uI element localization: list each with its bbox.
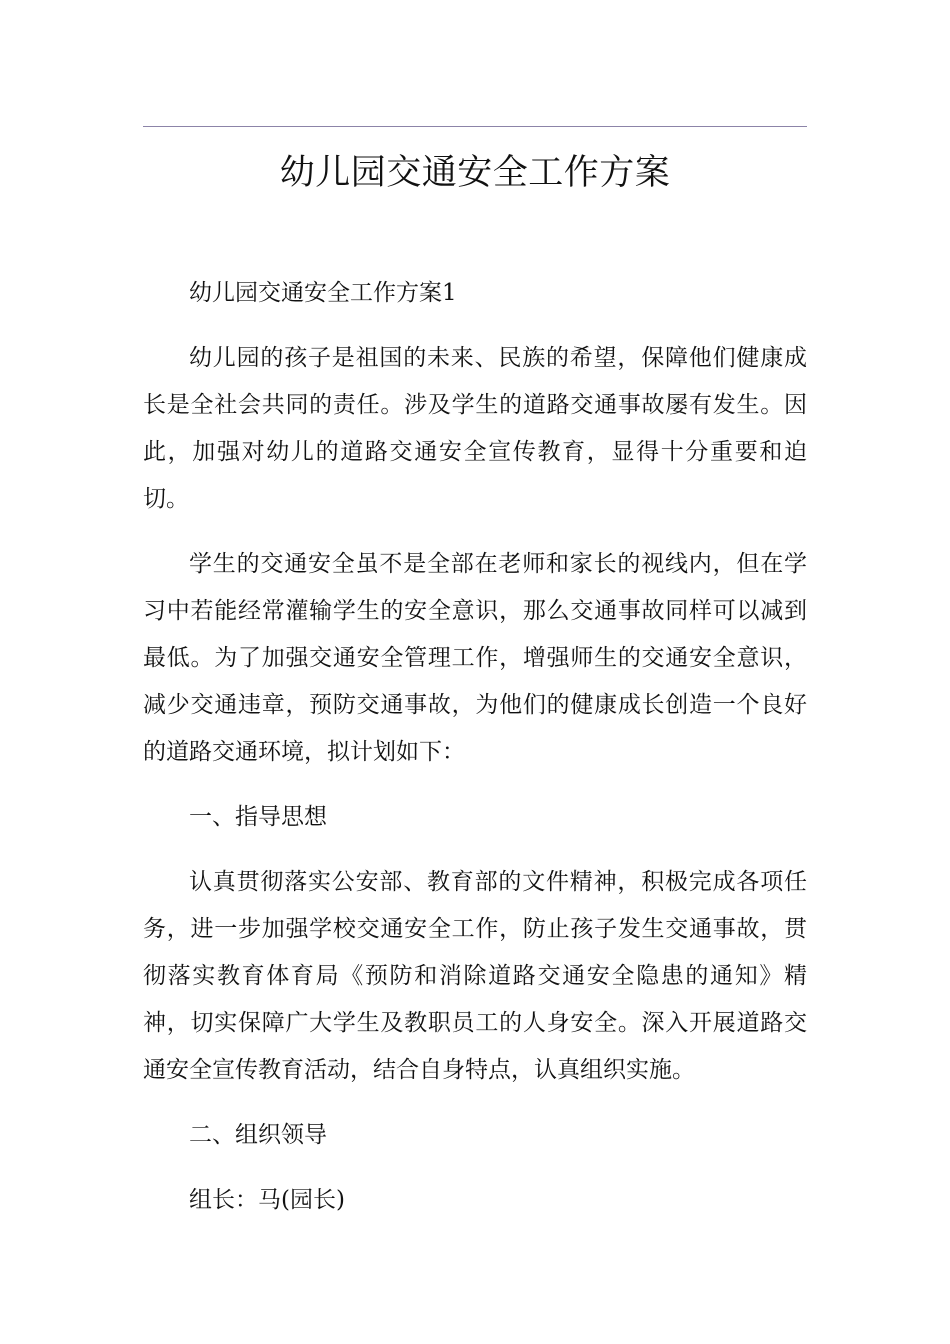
heading-organization: 二、组织领导 bbox=[189, 1122, 327, 1148]
document-title: 幼儿园交通安全工作方案 bbox=[279, 153, 671, 193]
section-subtitle: 幼儿园交通安全工作方案1 bbox=[189, 280, 457, 306]
paragraph-team-leader: 组长：马(园长) bbox=[189, 1187, 345, 1213]
heading-guiding-ideology: 一、指导思想 bbox=[189, 804, 327, 830]
paragraph-plan: 学生的交通安全虽不是全部在老师和家长的视线内，但在学习中若能经常灌输学生的安全意识，那么交通事故同样可以减到最低。为了加强交通安全管理工作，增强师生的交通安全意识，减少交通违章，预防交通事故，为他们的健康成长创造一个良好的道路交通环境，拟计划如下： bbox=[143, 551, 807, 765]
paragraph-guiding-ideology: 认真贯彻落实公安部、教育部的文件精神，积极完成各项任务，进一步加强学校交通安全工作，防止孩子发生交通事故，贯彻落实教育体育局《预防和消除道路交通安全隐患的通知》精神，切实保障广大学生及教职员工的人身安全。深入开展道路交通安全宣传教育活动，结合自身特点，认真组织实施。 bbox=[143, 869, 807, 1083]
header-rule bbox=[143, 126, 807, 127]
document-body bbox=[143, 270, 807, 1242]
paragraph-intro: 幼儿园的孩子是祖国的未来、民族的希望，保障他们健康成长是全社会共同的责任。涉及学生的道路交通事故屡有发生。因此，加强对幼儿的道路交通安全宣传教育，显得十分重要和迫切。 bbox=[143, 345, 807, 512]
